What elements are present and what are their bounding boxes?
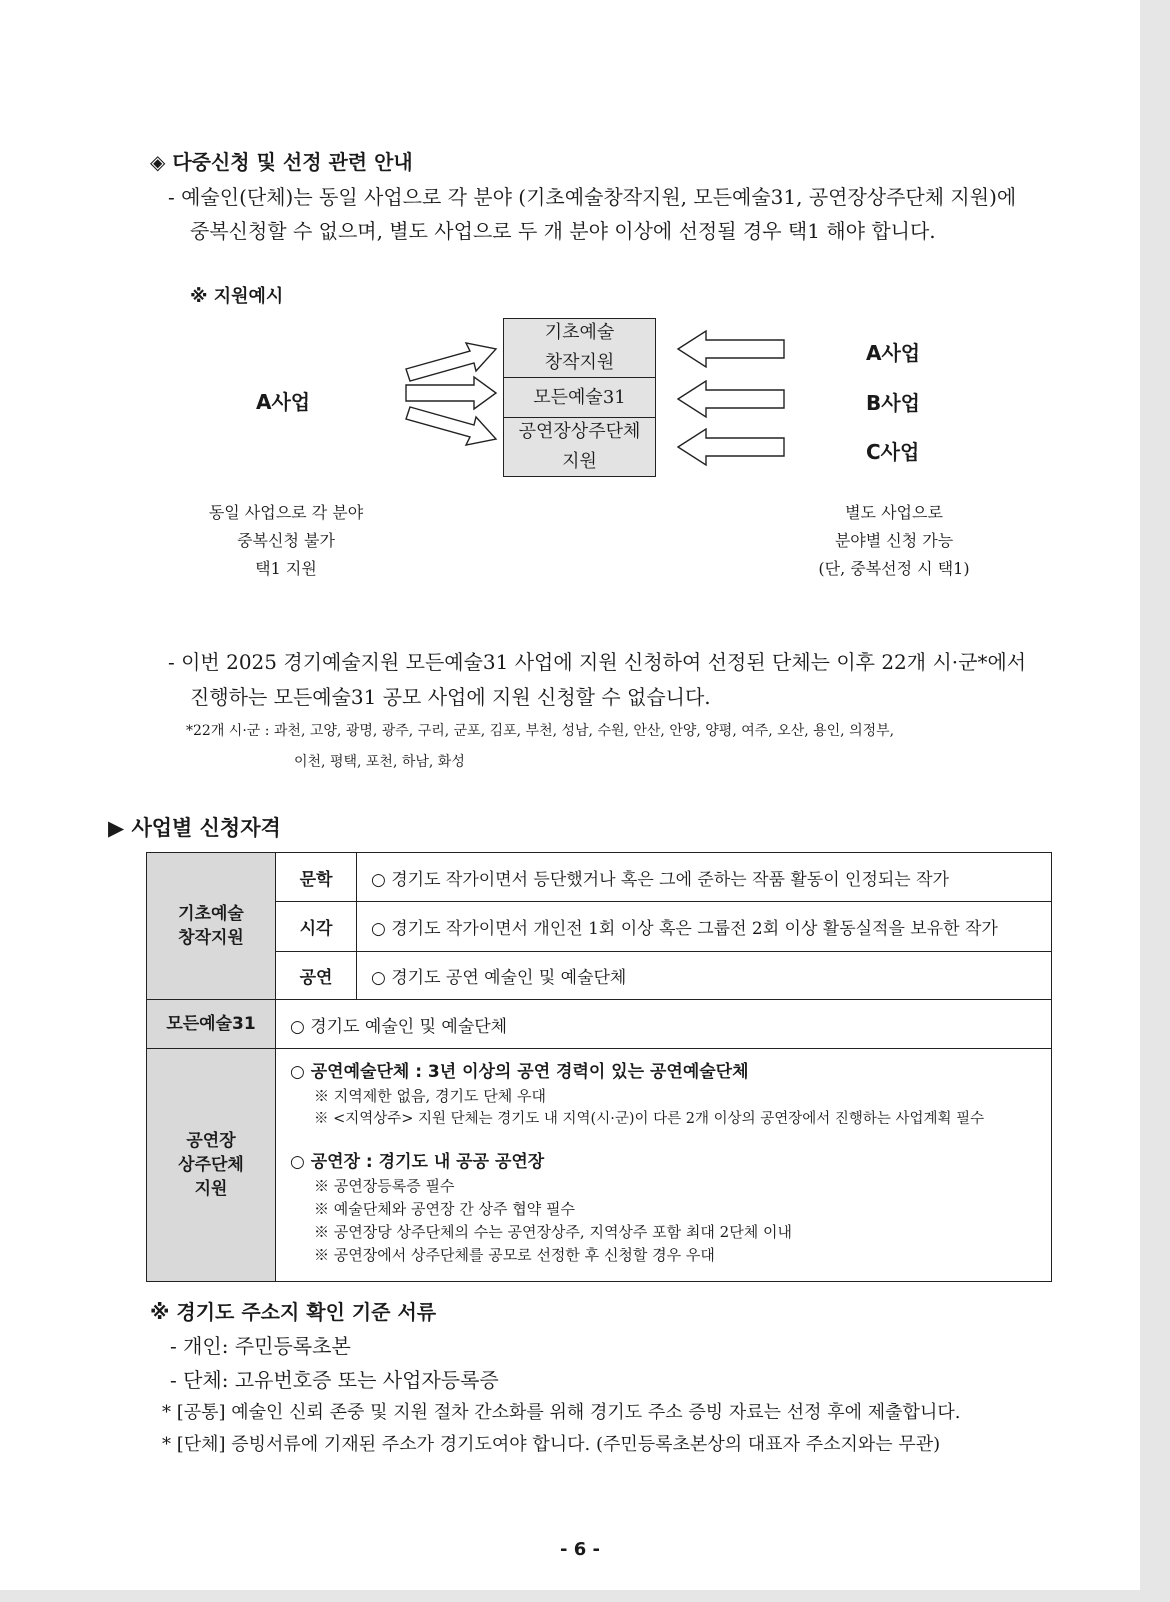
field-performance: 공연 [276, 952, 357, 1000]
all-arts-restriction-line1: - 이번 2025 경기예술지원 모든예술31 사업에 지원 신청하여 선정된 단체는 이후 22개 시·군*에서 [168, 650, 1027, 674]
diagram-right-arrows [676, 329, 786, 469]
eligibility-heading: ▶ 사업별 신청자격 [108, 816, 281, 840]
category-all-arts-label: 모든예술31 [533, 386, 626, 408]
field-visual: 시각 [276, 902, 357, 952]
performing-group-note-1: ※ 지역제한 없음, 경기도 단체 우대 [314, 1087, 546, 1105]
field-literature: 문학 [276, 853, 357, 902]
all-arts-restriction-line2: 진행하는 모든예술31 공모 사업에 지원 신청할 수 없습니다. [190, 685, 711, 709]
arrow-right-icon [406, 377, 496, 409]
arrow-down-right-icon [406, 407, 496, 445]
venue-note-4: ※ 공연장에서 상주단체를 공모로 선정한 후 신청할 경우 우대 [314, 1246, 715, 1264]
program-category-box [503, 318, 656, 477]
right-caption-line1: 별도 사업으로 [845, 503, 943, 522]
category-theater-line1: 공연장상주단체 [518, 421, 641, 442]
multi-application-heading: ◈ 다중신청 및 선정 관련 안내 [150, 150, 413, 174]
category-all-arts [504, 378, 655, 418]
individual-document: - 개인: 주민등록초본 [170, 1334, 351, 1358]
left-caption-line1: 동일 사업으로 각 분야 [208, 503, 364, 522]
all-arts-eligibility: ○ 경기도 예술인 및 예술단체 [276, 1000, 1052, 1049]
table-row [147, 952, 1052, 1000]
category-basic-arts [504, 319, 655, 378]
diagram-right-caption [794, 499, 994, 583]
address-documents-heading: ※ 경기도 주소지 확인 기준 서류 [150, 1300, 437, 1324]
eligibility-table [146, 852, 1052, 1282]
venue-requirement: ○ 공연장 : 경기도 내 공공 공연장 [290, 1152, 545, 1172]
arrow-left-icon [678, 429, 784, 465]
multi-application-text-line2: 중복신청할 수 없으며, 별도 사업으로 두 개 분야 이상에 선정될 경우 택1 해야 합니다. [190, 219, 936, 243]
venue-note-1: ※ 공연장등록증 필수 [314, 1177, 455, 1195]
left-caption-line2: 중복신청 불가 [237, 531, 335, 550]
theater-category-line1: 공연장 [186, 1131, 236, 1151]
category-basic-arts-line2: 창작지원 [544, 352, 615, 373]
theater-eligibility-cell [276, 1049, 1052, 1282]
table-row [147, 1049, 1052, 1282]
diagram-right-label-b: B사업 [866, 391, 920, 415]
visual-eligibility: ○ 경기도 작가이면서 개인전 1회 이상 혹은 그룹전 2회 이상 활동실적을 보유한 작가 [357, 902, 1052, 952]
performance-eligibility: ○ 경기도 공연 예술인 및 예술단체 [357, 952, 1052, 1000]
basic-arts-category-line1: 기초예술 [178, 904, 244, 924]
table-row [147, 1000, 1052, 1049]
right-caption-line2: 분야별 신청 가능 [834, 531, 954, 550]
page-number: - 6 - [560, 1539, 600, 1560]
performing-group-requirement: ○ 공연예술단체 : 3년 이상의 공연 경력이 있는 공연예술단체 [290, 1062, 749, 1082]
support-example-title: ※ 지원예시 [190, 286, 284, 307]
category-basic-arts-line1: 기초예술 [544, 322, 615, 343]
theater-category-line2: 상주단체 [178, 1155, 244, 1175]
category-theater-resident [504, 418, 655, 476]
cities-footnote-line2: 이천, 평택, 포천, 하남, 화성 [294, 754, 465, 770]
group-document: - 단체: 고유번호증 또는 사업자등록증 [170, 1368, 499, 1392]
theater-category-cell [147, 1049, 276, 1282]
group-note: * [단체] 증빙서류에 기재된 주소가 경기도여야 합니다. (주민등록초본상의 대표자 주소지와는 무관) [162, 1434, 941, 1455]
theater-category-line3: 지원 [194, 1179, 228, 1199]
common-note: * [공통] 예술인 신뢰 존중 및 지원 절차 간소화를 위해 경기도 주소 증빙 자료는 선정 후에 제출합니다. [162, 1402, 961, 1423]
arrow-left-icon [678, 381, 784, 417]
venue-note-2: ※ 예술단체와 공연장 간 상주 협약 필수 [314, 1200, 575, 1218]
left-caption-line3: 택1 지원 [255, 559, 317, 578]
diagram-left-caption [186, 499, 386, 583]
literature-eligibility: ○ 경기도 작가이면서 등단했거나 혹은 그에 준하는 작품 활동이 인정되는 작가 [357, 853, 1052, 902]
basic-arts-category-cell [147, 853, 276, 1000]
diagram-right-label-c: C사업 [866, 440, 920, 464]
diagram-left-arrows [404, 335, 500, 455]
arrow-left-icon [678, 331, 784, 367]
table-row [147, 902, 1052, 952]
arrow-up-right-icon [406, 343, 496, 381]
diagram-left-label: A사업 [256, 390, 311, 414]
category-theater-line2: 지원 [562, 451, 597, 472]
all-arts-category-cell: 모든예술31 [147, 1000, 276, 1049]
right-caption-line3: (단, 중복선정 시 택1) [818, 559, 970, 578]
multi-application-text-line1: - 예술인(단체)는 동일 사업으로 각 분야 (기초예술창작지원, 모든예술31, 공연장상주단체 지원)에 [168, 185, 1017, 209]
venue-note-3: ※ 공연장당 상주단체의 수는 공연장상주, 지역상주 포함 최대 2단체 이내 [314, 1223, 792, 1241]
table-row [147, 853, 1052, 902]
cities-footnote-line1: *22개 시·군 : 과천, 고양, 광명, 광주, 구리, 군포, 김포, 부천, 성남, 수원, 안산, 안양, 양평, 여주, 오산, 용인, 의정부, [186, 723, 895, 739]
basic-arts-category-line2: 창작지원 [178, 928, 244, 948]
diagram-right-label-a: A사업 [866, 341, 921, 365]
performing-group-note-2: ※ <지역상주> 지원 단체는 경기도 내 지역(시·군)이 다른 2개 이상의 공연장에서 진행하는 사업계획 필수 [314, 1111, 985, 1127]
